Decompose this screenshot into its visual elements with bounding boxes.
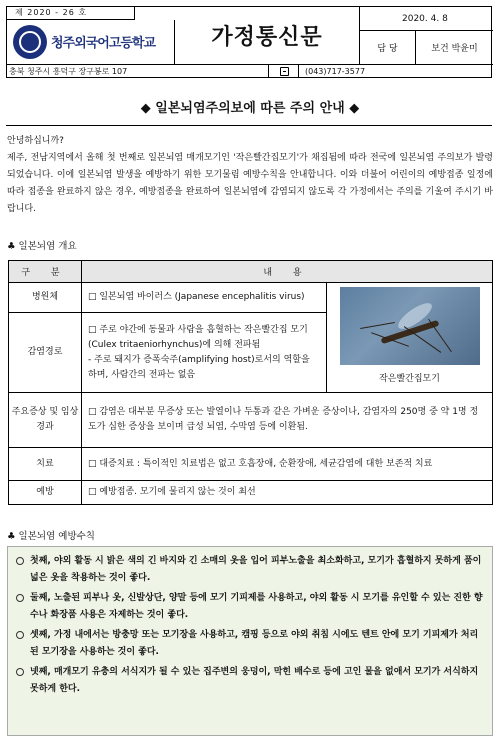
row-label: 예방 (9, 481, 82, 505)
row-content: □ 대증치료 : 특이적인 치료법은 없고 호흡장애, 순환장애, 세균감염에 대한 보존적 치료 (82, 448, 493, 481)
row-label: 병원체 (9, 283, 82, 313)
letterhead (6, 6, 492, 78)
precautions-box (7, 546, 493, 736)
issue-number: 제 2020 - 26 호 (7, 7, 135, 20)
school-name: 청주외국어고등학교 (51, 36, 156, 51)
circle-bullet-icon (16, 594, 24, 602)
divider (6, 125, 492, 126)
row-label: 감염경로 (9, 313, 82, 393)
circle-bullet-icon (16, 668, 24, 676)
greeting: 안녕하십니까? (7, 136, 64, 146)
intro-body: 제주, 전남지역에서 올해 첫 번째로 일본뇌염 매개모기인 '작은빨간집모기'가 채집됨에 따라 전국에 일본뇌염 주의보가 발령되었습니다. 이에 일본뇌염 발생을 예방하기 위한 모기물림 예방수칙을 안내합니다. 이와 더불어 어린이의 예방접종 일정에 따라 접종을 완료하지 않은 경우, 예방접종을 완료하여 일본뇌염에 감염되지 않도록 각 가정에서는 주의를 기울여 주시기 바랍니다. (7, 153, 493, 214)
row-label: 주요증상 및 임상경과 (9, 393, 82, 448)
precaution-item: 첫째, 야외 활동 시 밝은 색의 긴 바지와 긴 소매의 옷을 입어 피부노출을 최소화하고, 모기가 흡혈하지 못하게 품이 넓은 옷을 착용하는 것이 좋다. (16, 553, 484, 587)
issue-date: 2020. 4. 8 (360, 7, 493, 31)
school-seal-icon (13, 25, 47, 59)
document-title: 가정통신문 (175, 7, 360, 65)
phone-number: (043)717-3577 (305, 67, 366, 76)
notice-title: ◆ 일본뇌염주의보에 따른 주의 안내 ◆ (140, 101, 360, 116)
overview-heading: ♣ 일본뇌염 개요 (7, 241, 77, 252)
column-header-category: 구 분 (9, 261, 82, 283)
circle-bullet-icon (16, 557, 24, 565)
row-content: □ 감염은 대부분 무증상 또는 발열이나 두통과 같은 가벼운 증상이나, 감염자의 250명 중 약 1명 정도가 심한 증상을 보이며 급성 뇌염, 수막염 등에 이환됨. (82, 393, 493, 448)
circle-bullet-icon (16, 631, 24, 639)
precaution-item: 둘째, 노출된 피부나 옷, 신발상단, 양말 등에 모기 기피제를 사용하고, 야외 활동 시 모기를 유인할 수 있는 진한 향수나 화장품 사용은 자제하는 것이 좋다. (16, 590, 484, 624)
intro-text (7, 133, 493, 218)
precautions-heading: ♣ 일본뇌염 예방수칙 (7, 531, 95, 542)
row-content: □ 일본뇌염 바이러스 (Japanese encephalitis virus) (82, 283, 327, 313)
column-header-content: 내 용 (82, 261, 493, 283)
row-content: □ 예방접종. 모기에 물리지 않는 것이 최선 (82, 481, 493, 505)
school-address: 충북 청주시 흥덕구 장구봉로 107 (7, 65, 269, 78)
photo-caption: 작은빨간집모기 (379, 374, 440, 384)
precaution-item: 셋째, 가정 내에서는 방충망 또는 모기장을 사용하고, 캠핑 등으로 야외 취침 시에도 텐트 안에 모기 기피제가 처리된 모기장을 사용하는 것이 좋다. (16, 627, 484, 661)
row-content: □ 주로 야간에 동물과 사람을 흡혈하는 작은빨간집 모기(Culex tritaeniorhynchus)에 의해 전파됨 - 주로 돼지가 증폭숙주(amplifying host)로서의 역할을 하며, 사람간의 전파는 없음 (82, 313, 327, 393)
overview-table (8, 260, 493, 505)
department-label: 담 당 (360, 31, 416, 65)
photo-cell (327, 283, 493, 393)
precaution-item: 넷째, 매개모기 유충의 서식지가 될 수 있는 집주변의 웅덩이, 막힌 배수로 등에 고인 물을 없애서 모기가 서식하지 못하게 한다. (16, 664, 484, 698)
school-cell (7, 20, 175, 65)
phone-icon (269, 65, 299, 78)
teacher-in-charge: 보건 박윤미 (416, 31, 493, 65)
mosquito-photo (340, 287, 480, 365)
row-label: 치료 (9, 448, 82, 481)
